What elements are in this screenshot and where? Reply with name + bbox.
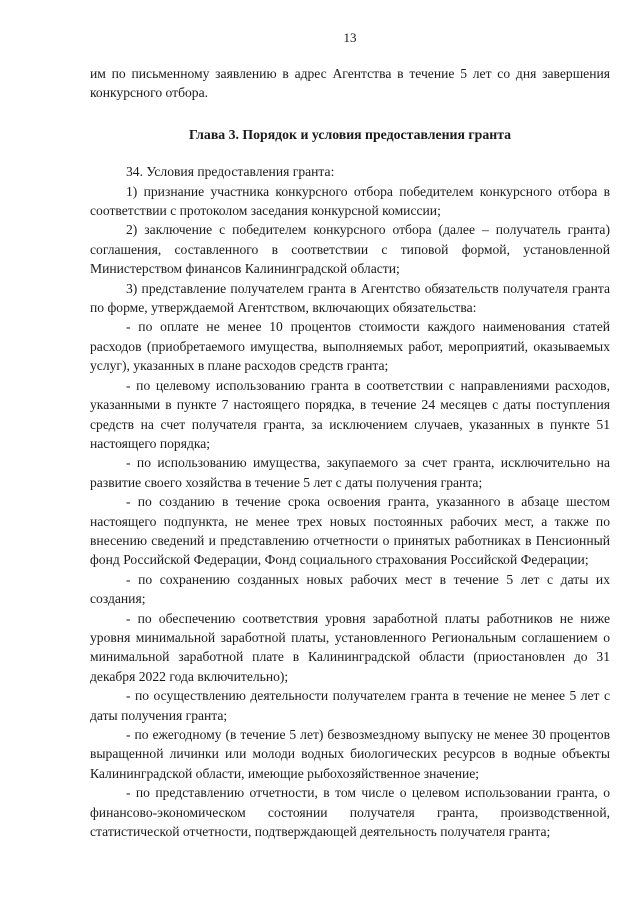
obligation-target-use: - по целевому использованию гранта в соответствии с направлениями расходов, указанными в пункте 7 настоящего порядка, в течение 24 месяцев с даты поступления средств на счет получателя гранта, за исключением случаев, указанных в пункте 51 настоящего порядка;: [90, 377, 610, 451]
subitem-1: 1) признание участника конкурсного отбора победителем конкурсного отбора в соответствии с протоколом заседания конкурсной комиссии;: [90, 183, 610, 219]
subitem-3: 3) представление получателем гранта в Агентство обязательств получателя гранта по форме, утверждаемой Агентством, включающих обязательства:: [90, 280, 610, 316]
obligation-wage-level: - по обеспечению соответствия уровня заработной платы работников не ниже уровня минимальной заработной платы, установленного Региональным соглашением о минимальной заработной плате в Калининградской области (приостановлен до 31 декабря 2022 года включительно);: [90, 610, 610, 684]
subitem-2: 2) заключение с победителем конкурсного отбора (далее – получатель гранта) соглашения, составленного в соответствии с типовой формой, установленной Министерством финансов Калининградской области;: [90, 222, 610, 277]
intro-paragraph: им по письменному заявлению в адрес Агентства в течение 5 лет со дня завершения конкурсного отбора.: [90, 66, 610, 101]
obligation-reporting: - по представлению отчетности, в том числе о целевом использовании гранта, о финансово-экономическом состоянии получателя гранта, производственной, статистической отчетности, подтверждающей деятельность получателя гранта;: [90, 785, 610, 840]
obligation-fry-release: - по ежегодному (в течение 5 лет) безвозмездному выпуску не менее 30 процентов выращенной личинки или молоди водных биологических ресурсов в водные объекты Калининградской области, имеющие рыбохозяйственное значение;: [90, 727, 610, 781]
obligation-keep-jobs: - по сохранению созданных новых рабочих мест в течение 5 лет с даты их создания;: [90, 571, 610, 607]
paragraph-34: 34. Условия предоставления гранта:: [126, 164, 335, 180]
chapter-title: Глава 3. Порядок и условия предоставления гранта: [188, 126, 512, 142]
obligation-new-jobs: - по созданию в течение срока освоения гранта, указанного в абзаце шестом настоящего подпункта, не менее трех новых постоянных рабочих мест, а также по внесению сведений и представлению отчетности о принятых работниках в Пенсионный фонд Российской Федерации, Фонд социального страхования Российской Федерации;: [90, 494, 610, 568]
obligation-payment: - по оплате не менее 10 процентов стоимости каждого наименования статей расходов (приобретаемого имущества, выполняемых работ, мероприятий, оказываемых услуг), указанных в плане расходов средств гранта;: [90, 319, 610, 374]
obligation-property-use: - по использованию имущества, закупаемого за счет гранта, исключительно на развитие своего хозяйства в течение 5 лет с даты получения гранта;: [90, 455, 610, 490]
page-number: 13: [343, 30, 357, 45]
obligation-activity-period: - по осуществлению деятельности получателем гранта в течение не менее 5 лет с даты получения гранта;: [90, 688, 610, 723]
document-body: [90, 64, 610, 841]
